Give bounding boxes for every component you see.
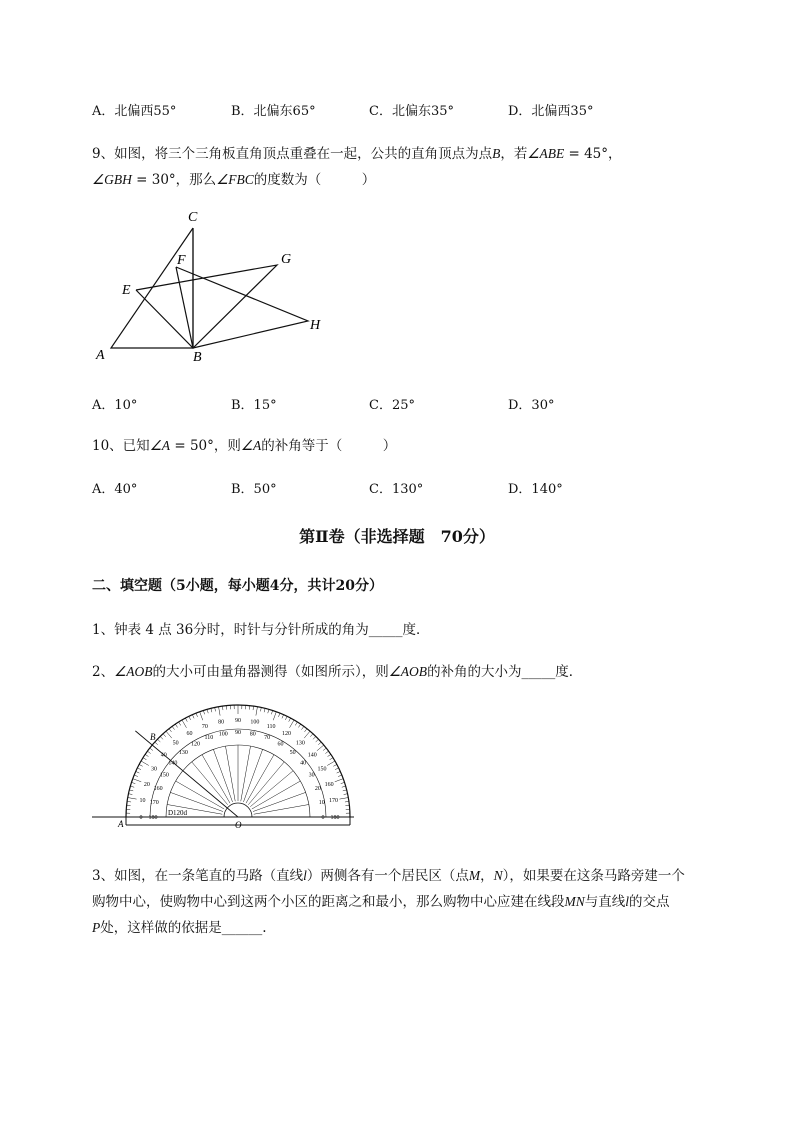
q9-stem-line2: ∠GBH = 30°，那么∠FBC的度数为（ ） [92,172,376,188]
protractor-model: D120d [168,809,188,817]
svg-text:60: 60 [277,741,284,748]
svg-text:10: 10 [318,800,325,807]
svg-text:120: 120 [282,730,291,737]
q10-stem: 10、已知∠A = 50°，则∠A的补角等于（ ） [92,438,397,454]
q8-option-b: B．北偏东65° [231,104,316,119]
svg-text:50: 50 [289,749,296,756]
label-c: C [188,210,198,225]
fill-question-2: 2、∠AOB的大小可由量角器测得（如图所示），则∠AOB的补角的大小为_____度． [92,664,583,680]
svg-text:130: 130 [178,749,188,756]
protractor-figure [90,700,360,832]
q9-option-a: A．10° [92,398,138,413]
fill-question-3-line3: P处，这样做的依据是______. [92,920,267,936]
q9-option-c: C．25° [369,398,415,413]
q8-option-c: C．北偏东35° [369,104,454,119]
fill-question-3-line1: 3、如图，在一条笔直的马路（直线l）两侧各有一个居民区（点M，N），如果要在这条马路旁建一个 [92,868,685,884]
q8-option-a: A．北偏西55° [92,104,177,119]
section2-heading: 二、填空题（5小题，每小题4分，共计20分） [92,578,383,594]
label-a: A [118,819,124,829]
svg-text:90: 90 [235,730,241,736]
svg-text:50: 50 [172,740,179,747]
svg-text:30: 30 [308,772,315,779]
label-a: A [96,348,105,363]
svg-text:130: 130 [295,740,305,747]
svg-text:60: 60 [186,730,193,737]
svg-text:100: 100 [250,719,260,726]
q10-option-d: D．140° [508,482,563,497]
svg-text:40: 40 [160,752,167,759]
q10-option-a: A．40° [92,482,138,497]
label-e: E [122,283,131,298]
svg-text:160: 160 [153,785,163,792]
svg-text:180: 180 [148,815,158,821]
label-b: B [150,732,156,742]
svg-text:170: 170 [329,798,339,805]
svg-text:180: 180 [330,815,340,821]
label-g: G [281,252,292,267]
label-o: O [235,820,242,830]
svg-text:100: 100 [218,731,228,738]
q10-option-c: C．130° [369,482,424,497]
svg-text:80: 80 [249,731,256,738]
svg-text:90: 90 [235,718,241,724]
label-b: B [193,350,202,365]
part2-title: 第Ⅱ卷（非选择题 70分） [299,527,495,546]
svg-text:0: 0 [139,815,143,821]
svg-text:160: 160 [324,781,334,788]
svg-text:150: 150 [159,772,169,779]
q9-stem-line1: 9、如图，将三个三角板直角顶点重叠在一起，公共的直角顶点为点B，若∠ABE = 45°， [92,146,622,162]
q9-triangle-figure [90,205,340,370]
q8-option-d: D．北偏西35° [508,104,594,119]
svg-text:110: 110 [266,723,276,730]
svg-text:170: 170 [149,800,159,807]
svg-text:140: 140 [307,752,317,759]
svg-text:140: 140 [168,760,178,767]
protractor [92,705,354,825]
q9-option-d: D．30° [508,398,555,413]
svg-text:10: 10 [139,798,146,805]
svg-text:110: 110 [204,735,214,742]
q10-option-b: B．50° [231,482,277,497]
svg-text:20: 20 [314,785,321,792]
q9-option-b: B．15° [231,398,277,413]
svg-text:20: 20 [143,781,150,788]
label-f: F [177,253,186,268]
fill-question-3-line2: 购物中心，使购物中心到这两个小区的距离之和最小，那么购物中心应建在线段MN与直线l的交点 [92,894,670,910]
label-h: H [310,318,321,333]
svg-text:80: 80 [218,719,225,726]
svg-text:40: 40 [300,760,307,767]
svg-text:0: 0 [321,815,325,821]
svg-text:120: 120 [191,741,200,748]
fill-question-1: 1、钟表 4 点 36分时，时针与分针所成的角为_____度． [92,622,430,638]
svg-text:30: 30 [150,766,157,773]
svg-text:70: 70 [201,723,208,730]
svg-text:70: 70 [264,735,271,742]
svg-text:150: 150 [317,766,327,773]
